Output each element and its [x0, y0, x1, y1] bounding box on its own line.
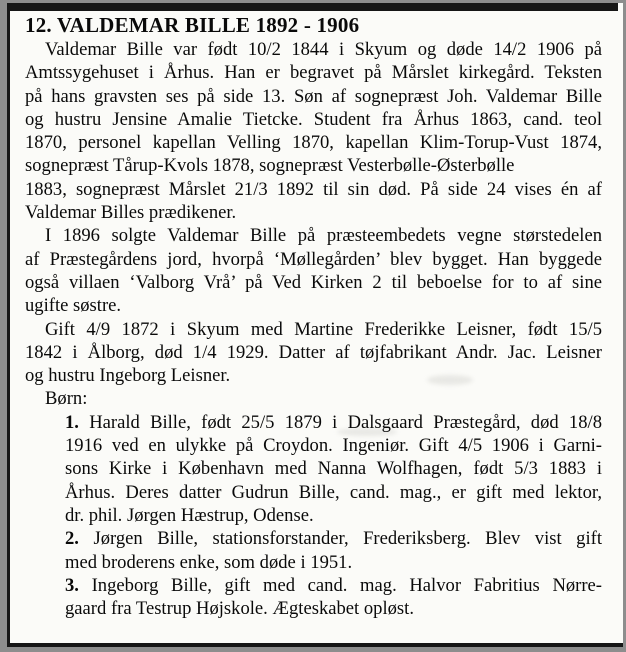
- text-line: Amtssygehuset i Århus. Han er begravet på Mårslet kirkegård. Teksten: [25, 62, 602, 84]
- child-entry: [65, 527, 602, 574]
- text-line: med broderens enke, som døde i 1951.: [65, 551, 353, 573]
- text-line: Gift 4/9 1872 i Skyum med Martine Frederikke Leisner, født 15/5: [45, 318, 602, 340]
- text-line: I 1896 solgte Valdemar Bille på præsteembedets vegne størstedelen: [45, 225, 602, 247]
- top-border-rule: [7, 3, 618, 11]
- text-line: Århus. Deres datter Gudrun Bille, cand. mag., er gift med lektor,: [65, 481, 602, 503]
- text-line: og hustru Jensine Amalie Tietcke. Student fra Århus 1863, cand. teol: [25, 108, 602, 130]
- text-line: sons Kirke i København med Nanna Wolfhagen, født 5/3 1883 i: [65, 458, 602, 480]
- paragraph: [25, 38, 602, 224]
- text-line: 2. Jørgen Bille, stationsforstander, Frederiksberg. Blev vist gift: [65, 528, 602, 550]
- child-item-number: 3.: [65, 574, 79, 596]
- text-column: [25, 12, 602, 620]
- text-line: sognepræst Tårup-Kvols 1878, sognepræst Vesterbølle-Østerbølle: [25, 155, 515, 177]
- text-line: 3. Ingeborg Bille, gift med cand. mag. Halvor Fabritius Nørre-: [65, 574, 602, 596]
- text-line: 1. Harald Bille, født 25/5 1879 i Dalsgaard Præstegård, død 18/8: [65, 411, 602, 433]
- child-entry: [65, 574, 602, 621]
- paragraph: [25, 224, 602, 317]
- text-line: 1883, sognepræst Mårslet 21/3 1892 til sin død. På side 24 vises én af: [25, 178, 602, 200]
- text-line: 1870, personel kapellan Velling 1870, kapellan Klim-Torup-Vust 1874,: [25, 132, 602, 154]
- child-item-number: 2.: [65, 528, 79, 550]
- text-body: [25, 38, 602, 620]
- text-line: Valdemar Billes prædikener.: [25, 202, 237, 224]
- left-border-rule: [7, 3, 10, 647]
- child-item-number: 1.: [65, 411, 79, 433]
- text-line: 1916 ved en ulykke på Croydon. Ingeniør. Gift 4/5 1906 i Garni-: [65, 435, 602, 457]
- text-line: dr. phil. Jørgen Hæstrup, Odense.: [65, 504, 314, 526]
- text-line: Valdemar Bille var født 10/2 1844 i Skyum og døde 14/2 1906 på: [45, 39, 602, 60]
- bottom-border-rule: [7, 643, 623, 647]
- text-line: ugifte søstre.: [25, 295, 122, 317]
- text-line: af Præstegårdens jord, hvorpå ‘Møllegården’ blev bygget. Han byggede: [25, 248, 602, 270]
- paragraph: [25, 318, 602, 388]
- child-entry: [65, 411, 602, 527]
- text-line: Børn:: [45, 388, 88, 410]
- text-line: gaard fra Testrup Højskole. Ægteskabet opløst.: [65, 598, 414, 620]
- children-label: [25, 387, 602, 410]
- text-line: 1842 i Ålborg, død 1/4 1929. Datter af tøjfabrikant Andr. Jac. Leisner: [25, 341, 602, 363]
- text-line: også villaen ‘Valborg Vrå’ på Ved Kirken 2 til beboelse for to af sine: [25, 271, 602, 293]
- section-heading: 12. VALDEMAR BILLE 1892 - 1906: [25, 13, 360, 37]
- text-line: og hustru Ingeborg Leisner.: [25, 365, 231, 387]
- text-line: på hans gravsten ses på side 13. Søn af sognepræst Joh. Valdemar Bille: [25, 85, 602, 107]
